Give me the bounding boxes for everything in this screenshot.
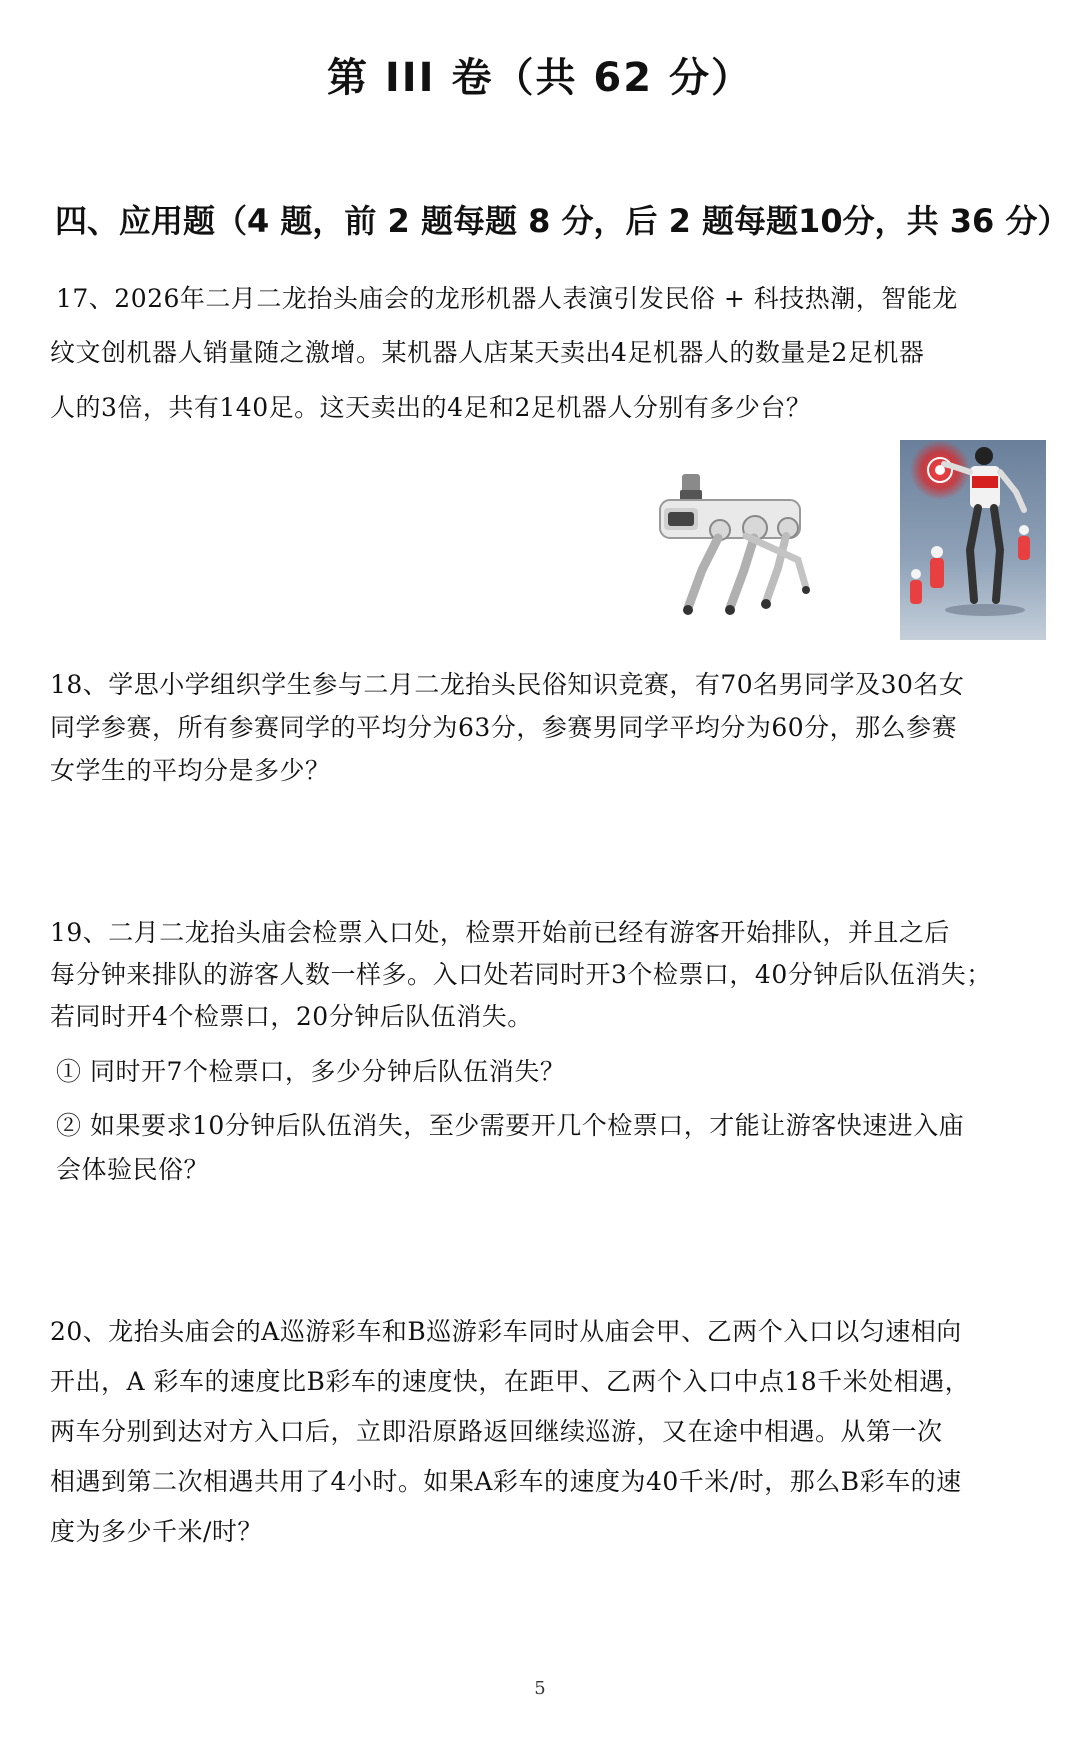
page-number: 5 bbox=[534, 1678, 546, 1699]
question-19-sub-1: ① 同时开7个检票口，多少分钟后队伍消失？ bbox=[56, 1057, 566, 1086]
question-17-line-2: 纹文创机器人销量随之激增。某机器人店某天卖出4足机器人的数量是2足机器 bbox=[50, 338, 925, 367]
question-19-line-1: 19、二月二龙抬头庙会检票入口处，检票开始前已经有游客开始排队，并且之后 bbox=[50, 918, 950, 947]
question-19-line-3: 若同时开4个检票口，20分钟后队伍消失。 bbox=[50, 1002, 533, 1031]
question-17-line-3: 人的3倍，共有140足。这天卖出的4足和2足机器人分别有多少台？ bbox=[50, 393, 812, 422]
paper-volume-title: 第 III 卷（共 62 分） bbox=[326, 55, 753, 101]
section-heading: 四、应用题（4 题，前 2 题每题 8 分，后 2 题每题10分，共 36 分） bbox=[55, 202, 1070, 240]
quadruped-robot-image bbox=[650, 470, 820, 620]
question-20-line-1: 20、龙抬头庙会的A巡游彩车和B巡游彩车同时从庙会甲、乙两个入口以匀速相向 bbox=[50, 1317, 962, 1346]
question-20-line-4: 相遇到第二次相遇共用了4小时。如果A彩车的速度为40千米/时，那么B彩车的速 bbox=[50, 1467, 962, 1496]
question-17-line-1: 17、2026年二月二龙抬头庙会的龙形机器人表演引发民俗 + 科技热潮，智能龙 bbox=[56, 284, 958, 313]
question-20-line-2: 开出，A 彩车的速度比B彩车的速度快，在距甲、乙两个入口中点18千米处相遇， bbox=[50, 1367, 971, 1396]
question-18-line-2: 同学参赛，所有参赛同学的平均分为63分，参赛男同学平均分为60分，那么参赛 bbox=[50, 713, 958, 742]
question-18-line-3: 女学生的平均分是多少？ bbox=[50, 756, 331, 785]
humanoid-robot-performance-photo bbox=[900, 440, 1046, 640]
question-19-line-2: 每分钟来排队的游客人数一样多。入口处若同时开3个检票口，40分钟后队伍消失； bbox=[50, 960, 992, 989]
question-18-line-1: 18、学思小学组织学生参与二月二龙抬头民俗知识竞赛，有70名男同学及30名女 bbox=[50, 670, 965, 699]
question-19-sub-2-line-1: ② 如果要求10分钟后队伍消失，至少需要开几个检票口，才能让游客快速进入庙 bbox=[56, 1111, 965, 1140]
question-19-sub-2-line-2: 会体验民俗？ bbox=[56, 1155, 210, 1184]
question-20-line-5: 度为多少千米/时？ bbox=[50, 1517, 263, 1546]
question-20-line-3: 两车分别到达对方入口后，立即沿原路返回继续巡游，又在途中相遇。从第一次 bbox=[50, 1417, 943, 1446]
